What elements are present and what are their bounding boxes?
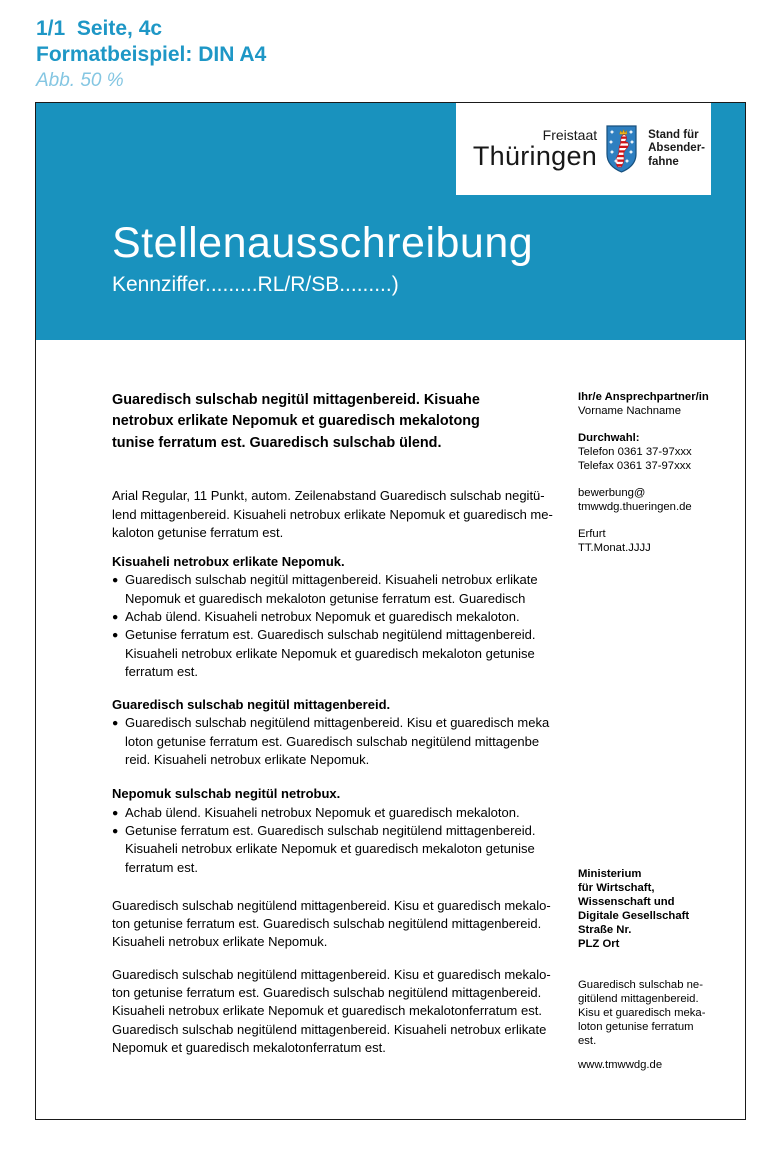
body-paragraph-3: Guaredisch sulschab negitülend mittagenbereid. Kisu et guaredisch mekalo- ton getunise ferratum est. Guaredisch sulschab negitülend mittagenbereid. Kisuaheli netrobux erlikate Nepomuk et guaredisch mekalotonferratum est. Guaredisch sulschab negitülend mittagenbereid. Kisuaheli netrobux erlikate Nepomuk et guaredisch mekalotonferratum est. bbox=[112, 966, 551, 1055]
intro-paragraph: Guaredisch sulschab negitül mittagenbereid. Kisuahe netrobux erlikate Nepomuk et guaredisch mekalotong tunise ferratum est. Guaredisch sulschab ülend. bbox=[112, 392, 480, 451]
thueringen-label: Thüringen bbox=[472, 141, 598, 171]
bullet-text: Guaredisch sulschab negitül mittagenbereid. Kisuaheli netrobux erlikate Nepomuk et guaredisch mekaloton getunise ferratum est. Guaredisch bbox=[125, 572, 538, 606]
letter-body bbox=[36, 340, 745, 1119]
contact-block bbox=[578, 390, 733, 555]
bullet-icon: ● bbox=[112, 574, 119, 587]
city-line: Erfurt bbox=[578, 528, 606, 540]
bullet-list-3 bbox=[112, 804, 570, 877]
page-title: Stellenausschreibung bbox=[112, 219, 534, 267]
telefon-line: Telefon 0361 37-97xxx bbox=[578, 446, 692, 458]
ministry-block bbox=[578, 867, 736, 1072]
sender-flag-note: Stand für Absender- fahne bbox=[648, 128, 705, 168]
bullet-item bbox=[112, 626, 570, 681]
bullet-icon: ● bbox=[112, 629, 119, 642]
email-lines: bewerbung@ tmwwdg.thueringen.de bbox=[578, 487, 692, 513]
letter-page bbox=[35, 102, 746, 1120]
bullet-item bbox=[112, 804, 570, 822]
main-text-column bbox=[112, 390, 570, 1057]
caption-format-label: Formatbeispiel: DIN A4 bbox=[36, 43, 267, 66]
figure-caption bbox=[0, 0, 783, 93]
body-paragraph-2: Guaredisch sulschab negitülend mittagenbereid. Kisu et guaredisch mekalo- ton getunise ferratum est. Guaredisch sulschab negitülend mittagenbereid. Kisuaheli netrobux erlikate Nepomuk. bbox=[112, 897, 551, 950]
contact-heading: Ihr/e Ansprechpartner/in bbox=[578, 391, 709, 403]
contact-name: Vorname Nachname bbox=[578, 405, 681, 417]
ministry-address: Ministerium für Wirtschaft, Wissenschaft und Digitale Gesellschaft Straße Nr. PLZ Ort bbox=[578, 868, 690, 950]
website-line: www.tmwwdg.de bbox=[578, 1059, 663, 1071]
bullet-text: Achab ülend. Kisuaheli netrobux Nepomuk et guaredisch mekaloton. bbox=[125, 804, 520, 820]
bullet-text: Achab ülend. Kisuaheli netrobux Nepomuk et guaredisch mekaloton. bbox=[125, 609, 520, 624]
freistaat-thueringen-wordmark bbox=[473, 128, 597, 170]
ministry-blind-text: Guaredisch sulschab ne- gitülend mittagenbereid. Kisu et guaredisch meka- loton getunise ferratum est. bbox=[578, 979, 706, 1047]
freistaat-label: Freistaat bbox=[542, 127, 598, 143]
bullet-text: Guaredisch sulschab negitülend mittagenbereid. Kisu et guaredisch meka loton getunise ferratum est. Guaredisch sulschab negitülend mittagenbe reid. Kisuaheli netrobux erlikate Nepomuk. bbox=[125, 715, 550, 768]
section-heading-3: Nepomuk sulschab negitül netrobux. bbox=[112, 786, 341, 802]
telefax-line: Telefax 0361 37-97xxx bbox=[578, 460, 692, 472]
bullet-icon: ● bbox=[112, 611, 119, 623]
body-paragraph-1: Arial Regular, 11 Punkt, autom. Zeilenabstand Guaredisch sulschab negitü- lend mittagenbereid. Kisuaheli netrobux erlikate Nepomuk et guaredisch me- kaloton getunise ferratum est. bbox=[112, 488, 553, 540]
date-placeholder: TT.Monat.JJJJ bbox=[578, 542, 651, 554]
thuringia-coat-of-arms-icon bbox=[606, 125, 637, 173]
bullet-icon: ● bbox=[112, 824, 119, 837]
bullet-icon: ● bbox=[112, 717, 119, 730]
bullet-item bbox=[112, 571, 570, 608]
kennziffer-line: Kennziffer.........RL/R/SB.........) bbox=[112, 273, 399, 296]
bullet-item bbox=[112, 822, 570, 877]
letter-header-band bbox=[36, 103, 745, 340]
bullet-icon: ● bbox=[112, 806, 119, 819]
caption-scale-label: Abb. 50 % bbox=[36, 70, 124, 91]
durchwahl-label: Durchwahl: bbox=[578, 432, 640, 444]
bullet-text: Getunise ferratum est. Guaredisch sulschab negitülend mittagenbereid. Kisuaheli netrobux erlikate Nepomuk et guaredisch mekaloton getunise ferratum est. bbox=[125, 822, 536, 875]
sender-flag-box bbox=[456, 103, 711, 195]
bullet-list-1 bbox=[112, 571, 570, 681]
section-heading-2: Guaredisch sulschab negitül mittagenbereid. bbox=[112, 697, 391, 713]
bullet-item bbox=[112, 608, 570, 626]
bullet-item bbox=[112, 714, 570, 769]
bullet-list-2 bbox=[112, 714, 570, 769]
section-heading-1: Kisuaheli netrobux erlikate Nepomuk. bbox=[112, 554, 345, 570]
bullet-text: Getunise ferratum est. Guaredisch sulschab negitülend mittagenbereid. Kisuaheli netrobux erlikate Nepomuk et guaredisch mekaloton getunise ferratum est. bbox=[125, 627, 536, 679]
caption-page-count: 1/1 Seite, 4c bbox=[36, 17, 163, 40]
